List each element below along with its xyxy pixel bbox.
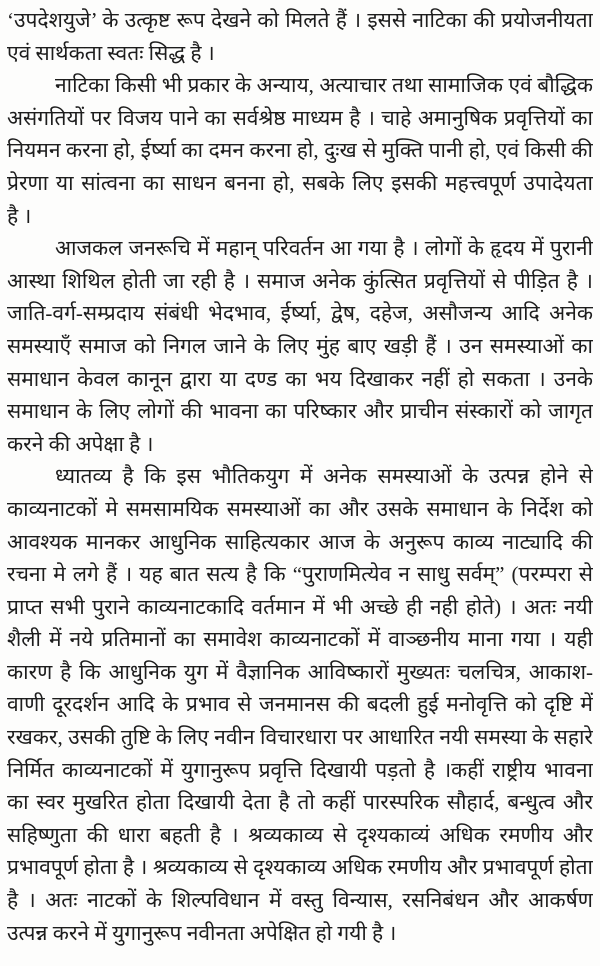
text-line: निर्मित काव्यनाटकों में युगानुरूप प्रवृत्ति दिखायी पड़तो है ।कहीं राष्ट्रीय भावना bbox=[7, 757, 593, 782]
text-line: है । अतः नाटकों के शिल्पविधान में वस्तु विन्यास, रसनिबंधन और आकर्षण bbox=[7, 888, 593, 913]
text-line: असंगतियों पर विजय पाने का सर्वश्रेष्ठ माध्यम है । चाहे अमानुषिक प्रवृत्तियों का bbox=[7, 105, 593, 130]
text-line: समाधान के लिए लोगों की भावना का परिष्कार और प्राचीन संस्कारों को जागृत bbox=[7, 399, 593, 424]
text-line: आस्था शिथिल होती जा रही है । समाज अनेक कुंत्सित प्रवृत्तियों से पीड़ित है । bbox=[7, 268, 593, 293]
text-line: नियमन करना हो, ईर्ष्या का दमन करना हो, दुःख से मुक्ति पानी हो, एवं किसी की bbox=[7, 138, 593, 163]
text-line: काव्यनाटकों मे समसामयिक समस्याओं का और उसके समाधान के निर्देश को bbox=[7, 496, 593, 521]
text-line: कारण है कि आधुनिक युग में वैज्ञानिक आविष्कारों मुख्यतः चलचित्र, आकाश- bbox=[7, 659, 593, 684]
text-line: उत्पन्न करने में युगानुरूप नवीनता अपेक्षित हो गयी है । bbox=[7, 920, 397, 945]
text-line: प्राप्त सभी पुराने काव्यनाटकादि वर्तमान में भी अच्छे ही नही होते) । अतः नयी bbox=[7, 594, 593, 619]
text-line: सहिष्णुता की धारा बहती है । श्रव्यकाव्य से दृश्यकाव्यं अधिक रमणीय और bbox=[7, 822, 593, 847]
text-line: वाणी दूरदर्शन आदि के प्रभाव से जनमानस की बदली हुई मनोवृत्ति को दृष्टि में bbox=[7, 692, 593, 717]
text-line: एवं सार्थकता स्वतः सिद्ध है । bbox=[7, 40, 215, 65]
text-line: का स्वर मुखरित होता दिखायी देता है तो कहीं पारस्परिक सौहार्द, बन्धुत्व और bbox=[7, 790, 593, 815]
text-line: शैली में नये प्रतिमानों का समावेश काव्यनाटकों में वाञ्छनीय माना गया । यही bbox=[7, 627, 593, 652]
text-line: आवश्यक मानकर आधुनिक साहित्यकार आज के अनुरूप काव्य नाट्यादि की bbox=[7, 529, 593, 554]
text-line: करने की अपेक्षा है । bbox=[7, 431, 154, 456]
text-line: ‘उपदेशयुजे’ के उत्कृष्ट रूप देखने को मिलते हैं । इससे नाटिका की प्रयोजनीयता bbox=[7, 8, 593, 32]
text-line: जाति-वर्ग-सम्प्रदाय संबंधी भेदभाव, ईर्ष्या, द्वेष, दहेज, असौजन्य आदि अनेक bbox=[7, 301, 593, 326]
text-line: समाधान केवल कानून द्वारा या दण्ड का भय दिखाकर नहीं हो सकता । उनके bbox=[7, 366, 593, 391]
paragraph bbox=[7, 460, 593, 949]
text-line: रखकर, उसकी तुष्टि के लिए नवीन विचारधारा पर आधारित नयी समस्या के सहारे bbox=[7, 725, 593, 750]
paragraph bbox=[7, 69, 593, 232]
text-line: ध्यातव्य है कि इस भौतिकयुग में अनेक समस्याओं के उत्पन्न होने से bbox=[55, 464, 593, 489]
text-line: नाटिका किसी भी प्रकार के अन्याय, अत्याचार तथा सामाजिक एवं बौद्धिक bbox=[55, 73, 593, 98]
text-line: समस्याएँ समाज को निगल जाने के लिए मुंह बाए खड़ी हैं । उन समस्याओं का bbox=[7, 333, 593, 358]
text-line: प्रभावपूर्ण होता है । श्रव्यकाव्य से दृश्यकाव्य अधिक रमणीय और प्रभावपूर्ण होता bbox=[7, 855, 593, 880]
text-line: रचना मे लगे हैं । यह बात सत्य है कि “पुराणमित्येव न साधु सर्वम्” (परम्परा से bbox=[7, 562, 593, 587]
text-line: प्रेरणा या सांत्वना का साधन बनना हो, सबके लिए इसकी महत्त्वपूर्ण उपादेयता bbox=[7, 170, 593, 195]
text-line: है । bbox=[7, 203, 32, 228]
page-text bbox=[7, 4, 593, 949]
paragraph bbox=[7, 4, 593, 69]
paragraph bbox=[7, 232, 593, 460]
text-line: आजकल जनरूचि में महान् परिवर्तन आ गया है । लोगों के हृदय में पुरानी bbox=[55, 236, 593, 261]
